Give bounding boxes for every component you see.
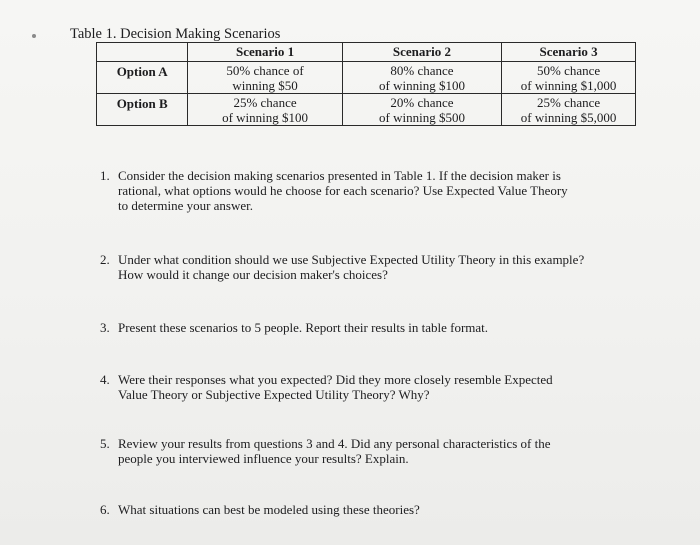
- table-cell: [342, 62, 501, 94]
- cell-line: 50% chance of: [226, 63, 304, 78]
- cell-line: 50% chance: [537, 63, 601, 78]
- question-text: [118, 168, 658, 213]
- cell-line: 25% chance: [537, 95, 601, 110]
- table-row: [97, 62, 636, 94]
- question-line: Under what condition should we use Subjective Expected Utility Theory in this example?: [118, 252, 585, 267]
- question-line: people you interviewed influence your results? Explain.: [118, 451, 409, 466]
- question-line: Were their responses what you expected? Did they more closely resemble Expected: [118, 372, 553, 387]
- cell-line: of winning $100: [222, 110, 309, 125]
- margin-dot: [32, 34, 36, 38]
- row-label-option-a: Option A: [97, 62, 188, 94]
- cell-line: of winning $100: [379, 78, 465, 93]
- table-cell: [502, 94, 636, 126]
- cell-line: 25% chance: [233, 95, 297, 110]
- question-line: How would it change our decision maker's choices?: [118, 267, 388, 282]
- table-title: Table 1. Decision Making Scenarios: [70, 26, 281, 42]
- row-label-option-b: Option B: [97, 94, 188, 126]
- question-line: Value Theory or Subjective Expected Utility Theory? Why?: [118, 387, 430, 402]
- table-cell: [188, 62, 342, 94]
- table-header-corner: [97, 43, 188, 62]
- question-line: to determine your answer.: [118, 198, 254, 213]
- question-text: [118, 320, 658, 335]
- question-line: Review your results from questions 3 and 4. Did any personal characteristics of the: [118, 436, 551, 451]
- cell-line: winning $50: [232, 78, 298, 93]
- decision-table: [96, 42, 636, 126]
- table-cell: [502, 62, 636, 94]
- cell-line: of winning $5,000: [520, 110, 617, 125]
- table-header-scenario-1: Scenario 1: [188, 43, 342, 62]
- question-text: [118, 252, 658, 282]
- table-header-scenario-2: Scenario 2: [342, 43, 501, 62]
- question-number: 6.: [100, 502, 110, 517]
- cell-line: 80% chance: [390, 63, 454, 78]
- question-number: 1.: [100, 168, 110, 183]
- cell-line: of winning $1,000: [520, 78, 617, 93]
- question-number: 5.: [100, 436, 110, 451]
- cell-line: of winning $500: [379, 110, 465, 125]
- table-row: [97, 94, 636, 126]
- table-header-scenario-3: Scenario 3: [502, 43, 636, 62]
- question-text: [118, 436, 658, 466]
- question-text: [118, 502, 658, 517]
- question-number: 3.: [100, 320, 110, 335]
- question-text: [118, 372, 658, 402]
- cell-line: 20% chance: [390, 95, 454, 110]
- table-cell: [188, 94, 342, 126]
- question-line: Present these scenarios to 5 people. Report their results in table format.: [118, 320, 489, 335]
- question-line: What situations can best be modeled using these theories?: [118, 502, 420, 517]
- question-number: 2.: [100, 252, 110, 267]
- table-header-row: [97, 43, 636, 62]
- question-number: 4.: [100, 372, 110, 387]
- table-cell: [342, 94, 501, 126]
- question-line: Consider the decision making scenarios presented in Table 1. If the decision maker is: [118, 168, 561, 183]
- question-line: rational, what options would he choose for each scenario? Use Expected Value Theory: [118, 183, 568, 198]
